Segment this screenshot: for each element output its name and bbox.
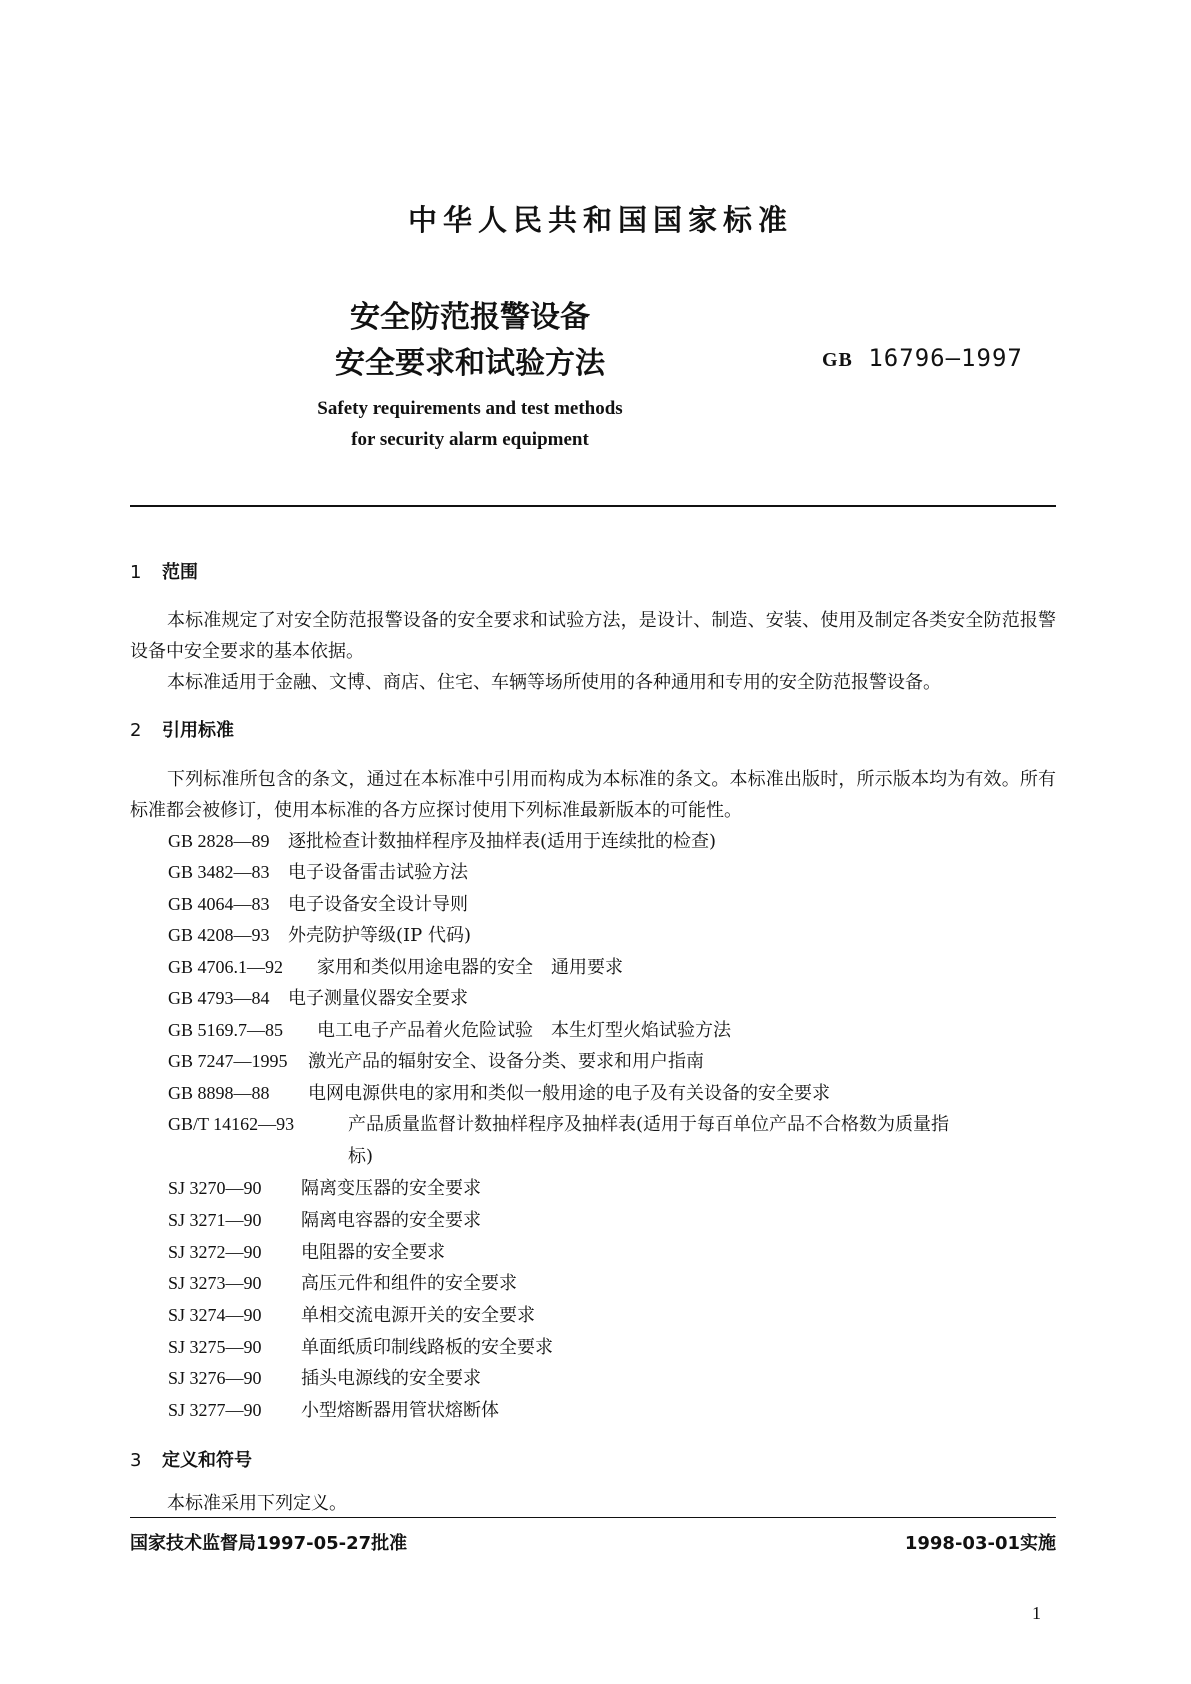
reference-item xyxy=(168,984,468,1010)
national-standard-header: 中华人民共和国国家标准 xyxy=(407,203,793,237)
reference-code: SJ 3277—90 xyxy=(168,1400,262,1420)
standard-code: 16796—1997 xyxy=(868,344,1023,372)
reference-item xyxy=(168,1079,830,1105)
reference-item xyxy=(168,1333,553,1359)
reference-title: 单相交流电源开关的安全要求 xyxy=(301,1305,535,1326)
section-3-paragraph-1: 本标准采用下列定义。 xyxy=(167,1493,347,1514)
reference-title: 单面纸质印制线路板的安全要求 xyxy=(301,1337,553,1358)
reference-code: GB 4208—93 xyxy=(168,925,270,945)
implementation-date: 1998-03-01实施 xyxy=(904,1533,1056,1554)
reference-code: SJ 3274—90 xyxy=(168,1305,262,1325)
section-2-paragraph-1: 下列标准所包含的条文，通过在本标准中引用而构成为本标准的条文。本标准出版时，所示版本均为有效。所有标准都会被修订，使用本标准的各方应探讨使用下列标准最新版本的可能性。 xyxy=(130,769,1056,821)
reference-item xyxy=(168,1206,481,1232)
reference-title: 外壳防护等级(IP 代码) xyxy=(288,925,471,946)
reference-code: GB 2828—89 xyxy=(168,831,270,851)
section-number: 2 xyxy=(130,720,142,741)
reference-item xyxy=(168,953,623,979)
section-title: 范围 xyxy=(162,562,198,583)
reference-title: 家用和类似用途电器的安全 通用要求 xyxy=(317,957,623,978)
reference-title: 激光产品的辐射安全、设备分类、要求和用户指南 xyxy=(308,1051,704,1072)
reference-item xyxy=(168,890,468,916)
reference-item xyxy=(168,921,471,947)
reference-code: GB 8898—88 xyxy=(168,1083,270,1103)
reference-code: SJ 3275—90 xyxy=(168,1337,262,1357)
reference-code: SJ 3273—90 xyxy=(168,1273,262,1293)
reference-title: 隔离电容器的安全要求 xyxy=(301,1210,481,1231)
title-line-1: 安全防范报警设备 xyxy=(350,300,590,335)
reference-title: 高压元件和组件的安全要求 xyxy=(301,1273,517,1294)
reference-code: GB/T 14162—93 xyxy=(168,1114,295,1134)
reference-title: 电子设备安全设计导则 xyxy=(288,894,468,915)
title-divider xyxy=(130,505,1056,507)
reference-title: 插头电源线的安全要求 xyxy=(301,1368,481,1389)
section-1-heading xyxy=(130,558,198,584)
section-number: 1 xyxy=(130,562,142,583)
reference-code: SJ 3270—90 xyxy=(168,1178,262,1198)
reference-code: SJ 3271—90 xyxy=(168,1210,262,1230)
reference-code: GB 3482—83 xyxy=(168,862,270,882)
reference-title-continuation: 标) xyxy=(348,1146,374,1167)
english-title-line-1: Safety requirements and test methods xyxy=(317,398,623,419)
reference-code: SJ 3272—90 xyxy=(168,1242,262,1262)
reference-item xyxy=(168,858,468,884)
approval-date: 国家技术监督局1997-05-27批准 xyxy=(130,1533,408,1554)
section-title: 引用标准 xyxy=(162,720,234,741)
reference-item xyxy=(168,1047,704,1073)
reference-item xyxy=(168,1016,731,1042)
reference-item xyxy=(168,1238,445,1264)
reference-code: GB 4064—83 xyxy=(168,894,270,914)
reference-item xyxy=(168,827,716,853)
english-title-line-2: for security alarm equipment xyxy=(351,429,589,450)
section-2-heading xyxy=(130,716,234,742)
reference-item xyxy=(168,1396,499,1422)
standard-prefix: GB xyxy=(822,349,853,371)
footer xyxy=(130,1529,1056,1555)
reference-code: GB 4793—84 xyxy=(168,988,270,1008)
section-1-paragraph-1: 本标准规定了对安全防范报警设备的安全要求和试验方法，是设计、制造、安装、使用及制定各类安全防范报警设备中安全要求的基本依据。 xyxy=(130,610,1056,662)
reference-title: 电阻器的安全要求 xyxy=(301,1242,445,1263)
footer-divider xyxy=(130,1517,1056,1518)
section-3-heading xyxy=(130,1446,252,1472)
reference-title: 电工电子产品着火危险试验 本生灯型火焰试验方法 xyxy=(317,1020,731,1041)
reference-title: 电子设备雷击试验方法 xyxy=(288,862,468,883)
reference-title: 隔离变压器的安全要求 xyxy=(301,1178,481,1199)
reference-title: 电网电源供电的家用和类似一般用途的电子及有关设备的安全要求 xyxy=(308,1083,830,1104)
title-line-2: 安全要求和试验方法 xyxy=(335,346,605,381)
reference-title: 小型熔断器用管状熔断体 xyxy=(301,1400,499,1421)
reference-code: GB 5169.7—85 xyxy=(168,1020,284,1040)
reference-item xyxy=(168,1110,949,1136)
section-number: 3 xyxy=(130,1450,142,1471)
reference-code: GB 4706.1—92 xyxy=(168,957,284,977)
reference-title: 电子测量仪器安全要求 xyxy=(288,988,468,1009)
reference-code: GB 7247—1995 xyxy=(168,1051,288,1071)
section-title: 定义和符号 xyxy=(162,1450,252,1471)
page-number: 1 xyxy=(1032,1603,1041,1623)
reference-title: 逐批检查计数抽样程序及抽样表(适用于连续批的检查) xyxy=(288,831,717,852)
reference-item xyxy=(168,1301,535,1327)
reference-item xyxy=(168,1174,481,1200)
reference-item xyxy=(168,1364,481,1390)
reference-code: SJ 3276—90 xyxy=(168,1368,262,1388)
reference-title: 产品质量监督计数抽样程序及抽样表(适用于每百单位产品不合格数为质量指 xyxy=(348,1114,950,1135)
reference-item xyxy=(168,1269,517,1295)
standard-number xyxy=(822,344,1023,372)
section-1-paragraph-2: 本标准适用于金融、文博、商店、住宅、车辆等场所使用的各种通用和专用的安全防范报警设备。 xyxy=(167,672,941,693)
